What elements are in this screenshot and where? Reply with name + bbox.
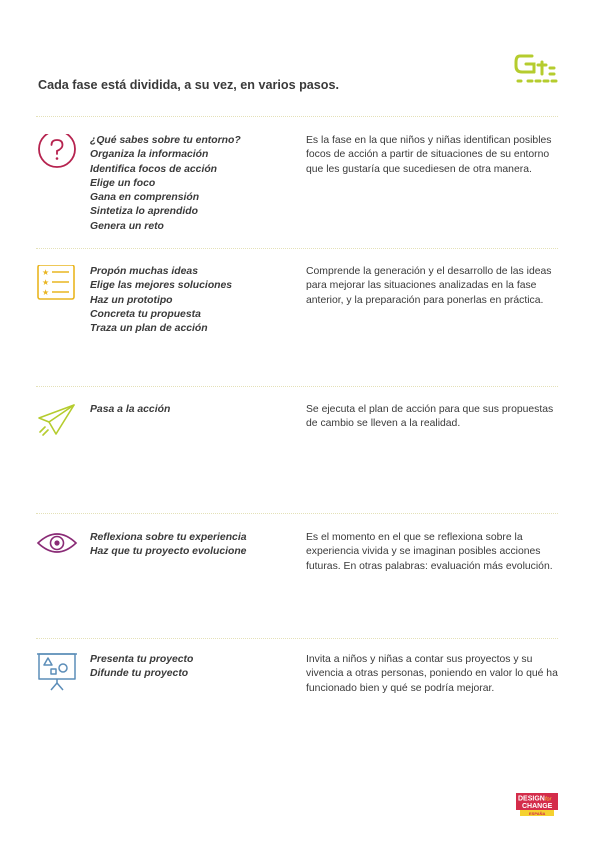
svg-text:★: ★: [42, 288, 50, 297]
phase-description: Es la fase en la que niños y niñas identifican posibles focos de acción a partir de situaciones de su entorno que les gustaría que sucediesen de otra manera.: [306, 135, 552, 175]
brand-for: for: [545, 796, 552, 803]
step-item: Haz un prototipo: [90, 294, 173, 306]
step-item: Genera un reto: [90, 220, 164, 232]
phase-steps: [90, 653, 290, 682]
step-item: Identifica focos de acción: [90, 163, 218, 175]
brand-country: ESPAÑA: [529, 811, 546, 816]
step-item: Concreta tu propuesta: [90, 308, 201, 320]
separator: [36, 248, 558, 249]
step-item: Pasa a la acción: [90, 404, 171, 415]
svg-text:★: ★: [42, 278, 50, 287]
eye-icon: [36, 531, 78, 573]
separator: [36, 116, 558, 117]
separator: [36, 386, 558, 387]
step-item: Traza un plan de acción: [90, 323, 208, 335]
question-icon: [36, 134, 78, 176]
step-item: Difunde tu proyecto: [90, 668, 189, 680]
paper-plane-icon: [36, 403, 78, 445]
phase-description: Es el momento en el que se reflexiona sobre la experiencia vivida y se imaginan posibles acciones futuras. En otras palabras: evaluación más evolución.: [306, 532, 553, 572]
step-item: Organiza la información: [90, 149, 209, 161]
phase-steps: [90, 134, 290, 234]
step-item: Reflexiona sobre tu experiencia: [90, 532, 247, 543]
presentation-board-icon: [36, 653, 78, 695]
step-item: Haz que tu proyecto evolucione: [90, 546, 247, 558]
phase-steps: [90, 403, 290, 417]
step-item: Elige un foco: [90, 177, 156, 189]
phase-description: Se ejecuta el plan de acción para que sus propuestas de cambio se lleven a la realidad.: [306, 404, 554, 430]
brand-line1: DESIGN: [518, 795, 545, 803]
phase-description: Invita a niños y niñas a contar sus proyectos y su vivencia a otras personas, poniendo en valor lo qué ha funcionado bien y qué se podría mejorar.: [306, 654, 558, 694]
brand-line2: CHANGE: [522, 803, 553, 810]
step-item: Propón muchas ideas: [90, 266, 198, 277]
separator: [36, 513, 558, 514]
logo-icon: [512, 50, 560, 88]
step-item: Presenta tu proyecto: [90, 654, 194, 665]
design-for-change-logo: [516, 793, 558, 817]
phase-steps: [90, 265, 290, 336]
separator: [36, 638, 558, 639]
step-item: ¿Qué sabes sobre tu entorno?: [90, 135, 241, 146]
phase-steps: [90, 531, 290, 560]
phase-description: Comprende la generación y el desarrollo de las ideas para mejorar las situaciones analizadas en la fase anterior, y la preparación para ponerlas en práctica.: [306, 266, 552, 306]
step-item: Elige las mejores soluciones: [90, 280, 233, 292]
star-list-icon: [36, 265, 78, 307]
step-item: Gana en comprensión: [90, 192, 200, 204]
page-heading: Cada fase está dividida, a su vez, en varios pasos.: [38, 78, 339, 92]
step-item: Sintetiza lo aprendido: [90, 206, 198, 218]
svg-text:★: ★: [42, 268, 50, 277]
